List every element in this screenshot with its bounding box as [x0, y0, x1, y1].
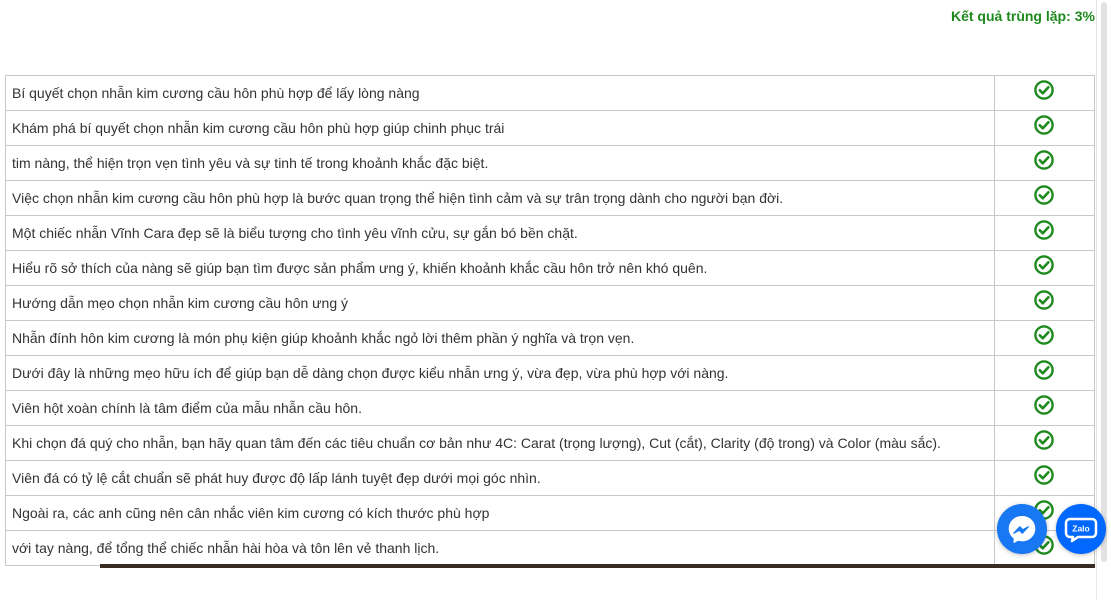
sentence-check-table: [5, 75, 1095, 566]
table-row: [6, 216, 1095, 251]
check-circle-icon: [1033, 464, 1055, 486]
sentence-cell: Viên đá có tỷ lệ cắt chuẩn sẽ phát huy được độ lấp lánh tuyệt đẹp dưới mọi góc nhìn.: [6, 461, 995, 496]
table-row: [6, 286, 1095, 321]
check-circle-icon: [1033, 79, 1055, 101]
table-body: [6, 76, 1095, 566]
table-row: [6, 76, 1095, 111]
check-circle-icon: [1033, 394, 1055, 416]
status-cell: [994, 216, 1094, 251]
sentence-cell: Khi chọn đá quý cho nhẫn, bạn hãy quan tâm đến các tiêu chuẩn cơ bản như 4C: Carat (trọng lượng), Cut (cắt), Clarity (độ trong) và Color (màu sắc).: [6, 426, 995, 461]
sentence-cell: Việc chọn nhẫn kim cương cầu hôn phù hợp là bước quan trọng thể hiện tình cảm và sự trân trọng dành cho người bạn đời.: [6, 181, 995, 216]
messenger-button[interactable]: [997, 504, 1047, 554]
status-cell: [994, 76, 1094, 111]
check-circle-icon: [1033, 254, 1055, 276]
table-row: [6, 251, 1095, 286]
sentence-cell: Ngoài ra, các anh cũng nên cân nhắc viên kim cương có kích thước phù hợp: [6, 496, 995, 531]
table-row: [6, 321, 1095, 356]
check-circle-icon: [1033, 114, 1055, 136]
check-circle-icon: [1033, 149, 1055, 171]
sentence-cell: Viên hột xoàn chính là tâm điểm của mẫu nhẫn cầu hôn.: [6, 391, 995, 426]
scrollbar-thumb[interactable]: [1101, 2, 1107, 562]
sentence-cell: Dưới đây là những mẹo hữu ích để giúp bạn dễ dàng chọn được kiểu nhẫn ưng ý, vừa đẹp, vừa phù hợp với nàng.: [6, 356, 995, 391]
next-row-peek: [5, 568, 1095, 574]
status-cell: [994, 181, 1094, 216]
sentence-cell: Hướng dẫn mẹo chọn nhẫn kim cương cầu hôn ưng ý: [6, 286, 995, 321]
table-row: [6, 146, 1095, 181]
sentence-cell: Khám phá bí quyết chọn nhẫn kim cương cầu hôn phù hợp giúp chinh phục trái: [6, 111, 995, 146]
check-circle-icon: [1033, 219, 1055, 241]
status-cell: [994, 356, 1094, 391]
status-cell: [994, 146, 1094, 181]
sentence-cell: tim nàng, thể hiện trọn vẹn tình yêu và sự tinh tế trong khoảnh khắc đặc biệt.: [6, 146, 995, 181]
table-row: [6, 531, 1095, 566]
status-cell: [994, 286, 1094, 321]
status-cell: [994, 111, 1094, 146]
table-row: [6, 426, 1095, 461]
table-row: [6, 461, 1095, 496]
duplicate-result-label: Kết quả trùng lặp:: [950, 8, 1071, 24]
status-cell: [994, 251, 1094, 286]
check-circle-icon: [1033, 359, 1055, 381]
sentence-cell: Bí quyết chọn nhẫn kim cương cầu hôn phù hợp để lấy lòng nàng: [6, 76, 995, 111]
zalo-button[interactable]: [1056, 504, 1106, 554]
table-row: [6, 496, 1095, 531]
sentence-cell: với tay nàng, để tổng thể chiếc nhẫn hài hòa và tôn lên vẻ thanh lịch.: [6, 531, 995, 566]
check-circle-icon: [1033, 324, 1055, 346]
zalo-icon: [1056, 504, 1106, 554]
status-cell: [994, 426, 1094, 461]
table-row: [6, 391, 1095, 426]
check-circle-icon: [1033, 289, 1055, 311]
duplicate-result-value: 3%: [1074, 8, 1095, 24]
check-circle-icon: [1033, 429, 1055, 451]
status-cell: [994, 321, 1094, 356]
sentence-cell: Hiểu rõ sở thích của nàng sẽ giúp bạn tìm được sản phẩm ưng ý, khiến khoảnh khắc cầu hôn trở nên khó quên.: [6, 251, 995, 286]
sentence-cell: Một chiếc nhẫn Vĩnh Cara đẹp sẽ là biểu tượng cho tình yêu vĩnh cửu, sự gắn bó bền chặt.: [6, 216, 995, 251]
duplicate-result: [951, 8, 1095, 24]
check-circle-icon: [1033, 184, 1055, 206]
status-cell: [994, 461, 1094, 496]
zalo-label: Zalo: [1072, 523, 1090, 534]
table-row: [6, 356, 1095, 391]
status-cell: [994, 391, 1094, 426]
table-row: [6, 111, 1095, 146]
table-row: [6, 181, 1095, 216]
messenger-icon: [997, 504, 1047, 554]
sentence-cell: Nhẫn đính hôn kim cương là món phụ kiện giúp khoảnh khắc ngỏ lời thêm phần ý nghĩa và trọn vẹn.: [6, 321, 995, 356]
sentence-table-container: [5, 75, 1095, 566]
